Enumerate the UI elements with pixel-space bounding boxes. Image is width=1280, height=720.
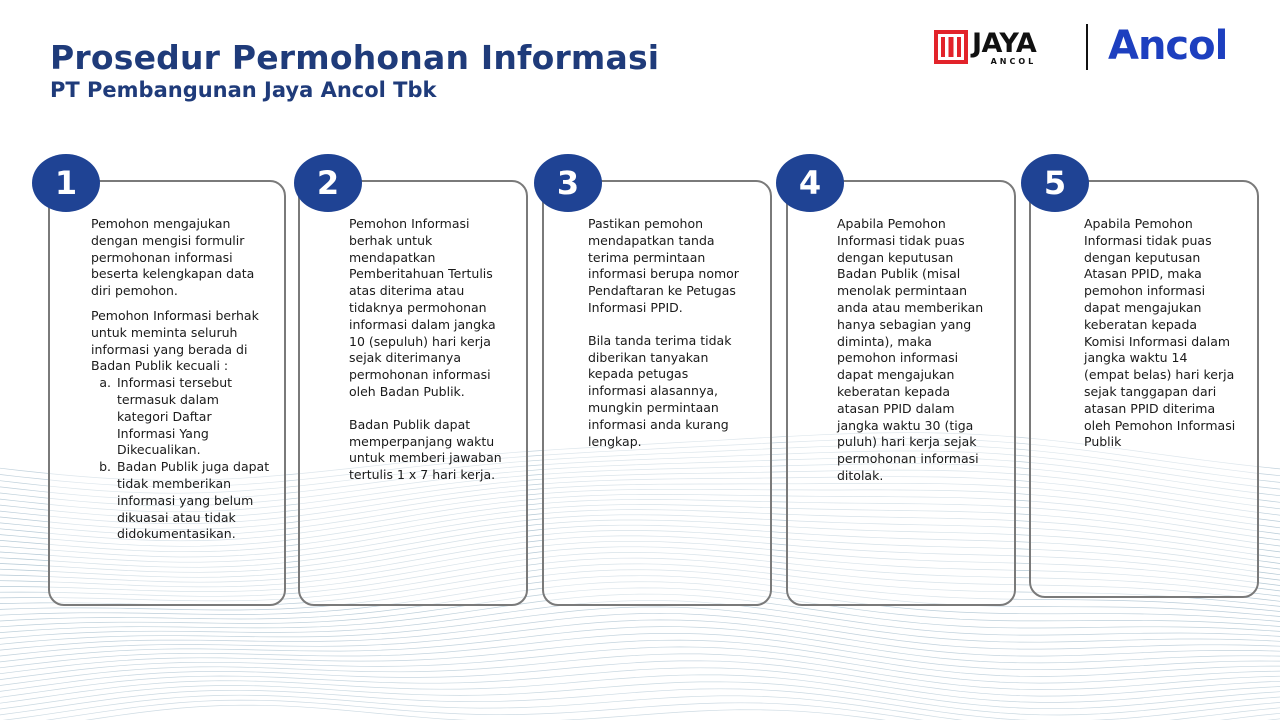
wave-line [0, 668, 1280, 703]
page-title: Prosedur Permohonan Informasi [50, 38, 660, 77]
jaya-logo-word: JAYA [972, 28, 1037, 59]
step-1-paragraph-2: Pemohon Informasi berhak untuk meminta seluruh informasi yang berada di Badan Publik kecuali : [91, 307, 259, 374]
step-badge-2: 2 [294, 154, 362, 212]
step-1-paragraph-1: Pemohon mengajukan dengan mengisi formulir permohonan informasi beserta kelengkapan data diri pemohon. [91, 216, 255, 299]
list-item: a. Informasi tersebut termasuk dalam kategori Daftar Informasi Yang Dikecualikan. [115, 375, 271, 459]
step-4-paragraph-1: Apabila Pemohon Informasi tidak puas dengan keputusan Badan Publik (misal menolak permintaan anda atau memberikan hanya sebagian yang diminta), maka pemohon informasi dapat mengajukan keberatan kepada atasan PPID dalam jangka waktu 30 (tiga puluh) hari kerja sejak permohonan informasi ditolak. [837, 216, 984, 483]
wave-line [0, 633, 1280, 669]
step-3-paragraph-1: Pastikan pemohon mendapatkan tanda terima permintaan informasi berupa nomor Pendaftaran ke Petugas Informasi PPID. [588, 216, 739, 315]
ancol-logo: Ancol [1108, 23, 1228, 69]
list-item: b. Badan Publik juga dapat tidak memberikan informasi yang belum dikuasai atau tidak didokumentasikan. [115, 459, 271, 543]
step-text-3 [588, 216, 746, 458]
step-2-paragraph-1: Pemohon Informasi berhak untuk mendapatkan Pemberitahuan Tertulis atas diterima atau tidaknya permohonan informasi dalam jangka 10 (sepuluh) hari kerja sejak diterimanya permohonan informasi oleh Badan Publik. [349, 216, 496, 399]
wave-line [0, 601, 1280, 639]
jaya-mark-icon [934, 30, 968, 64]
page-header [50, 38, 659, 102]
logo-area [934, 22, 1244, 72]
step-text-5 [1084, 216, 1236, 459]
jaya-ancol-logo [934, 30, 1036, 66]
wave-line [0, 682, 1280, 715]
wave-line [0, 647, 1280, 683]
step-1-exception-list [91, 375, 271, 543]
logo-divider [1086, 24, 1088, 70]
step-text-4 [837, 216, 989, 493]
wave-line [0, 700, 1280, 720]
step-text-1 [91, 216, 271, 543]
wave-line [0, 640, 1280, 676]
step-text-2 [349, 216, 511, 492]
step-3-paragraph-2: Bila tanda terima tidak diberikan tanyakan kepada petugas informasi alasannya, mungkin permintaan informasi anda kurang lengkap. [588, 332, 732, 449]
jaya-logo-sub: ANCOL [990, 57, 1037, 66]
wave-line [0, 607, 1280, 644]
step-5-paragraph-1: Apabila Pemohon Informasi tidak puas dengan keputusan Atasan PPID, maka pemohon informasi dapat mengajukan keberatan kepada Komisi Informasi dalam jangka waktu 14 (empat belas) hari kerja sejak tanggapan dari atasan PPID diterima oleh Pemohon Informasi Publik [1084, 216, 1236, 450]
wave-line [0, 620, 1280, 656]
step-badge-1: 1 [32, 154, 100, 212]
wave-line [0, 661, 1280, 696]
page-subtitle: PT Pembangunan Jaya Ancol Tbk [50, 78, 437, 102]
step-badge-4: 4 [776, 154, 844, 212]
step-badge-3: 3 [534, 154, 602, 212]
step-badge-5: 5 [1021, 154, 1089, 212]
step-2-paragraph-2: Badan Publik dapat memperpanjang waktu untuk memberi jawaban tertulis 1 x 7 hari kerja. [349, 416, 502, 483]
